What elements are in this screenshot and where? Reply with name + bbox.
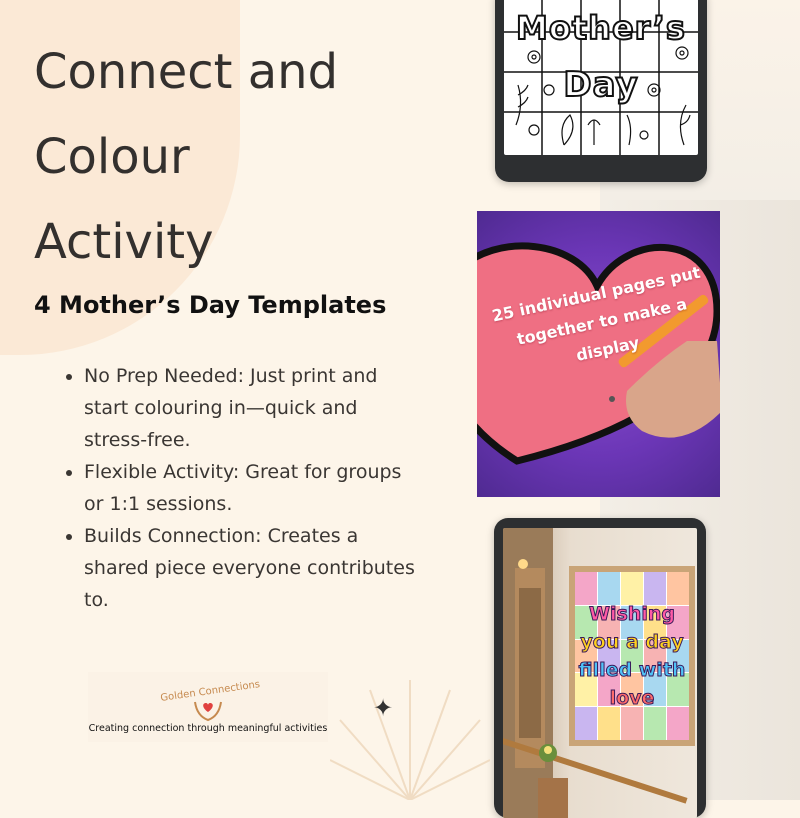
display-message	[575, 572, 689, 740]
title-line-3: Activity	[34, 214, 214, 270]
heart-photo-caption: 25 individual pages put together to make a display	[490, 262, 702, 365]
display-board	[569, 566, 695, 746]
title-line-1: Connect and	[34, 44, 339, 100]
feature-list	[60, 360, 424, 616]
title-line-2: Colour	[34, 129, 190, 185]
template-preview-screen	[504, 0, 698, 155]
template-preview-tablet	[495, 0, 707, 182]
template-heading-line-2: Day	[563, 65, 639, 105]
display-photo-screen	[503, 528, 697, 818]
feature-item: • No Prep Needed: Just print and start colouring in—quick and stress-free.	[84, 360, 424, 456]
display-photo-tablet	[494, 518, 706, 818]
feature-item: • Flexible Activity: Great for groups or 1:1 sessions.	[84, 456, 424, 520]
brand-logo	[88, 672, 328, 742]
feature-item: • Builds Connection: Creates a shared piece everyone contributes to.	[84, 520, 424, 616]
page-subtitle: 4 Mother’s Day Templates	[34, 291, 387, 319]
logo-brand-name: Golden Connections	[159, 679, 261, 704]
display-word: filled with	[578, 659, 686, 681]
sparkle-icon: ✦	[373, 694, 394, 722]
logo-tagline: Creating connection through meaningful activities	[88, 723, 328, 734]
display-mosaic	[575, 572, 689, 740]
pencil-icon	[602, 389, 622, 409]
page-title	[34, 30, 454, 285]
decorative-rays	[330, 650, 490, 800]
display-word: you a day	[580, 631, 684, 653]
display-word: Wishing	[589, 603, 675, 625]
template-heading-line-1: Mother’s	[516, 9, 686, 47]
display-word: love	[609, 687, 655, 709]
hands-heart-icon	[191, 694, 225, 722]
